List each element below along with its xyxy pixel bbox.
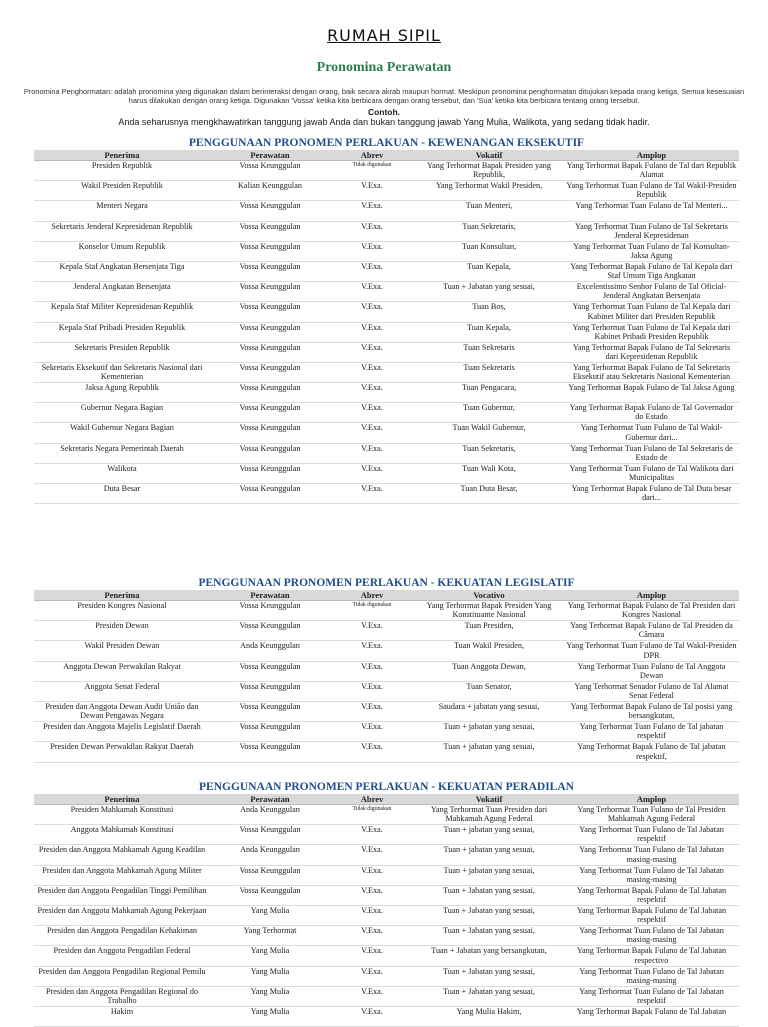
table-row — [34, 322, 739, 342]
envelope-cell: Yang Terhormat Tuan Fulano de Tal Jabatan masing-masing — [564, 926, 739, 946]
column-header-envelope: Amplop — [564, 590, 739, 601]
treatment-cell: Vossa Keunggulan — [210, 661, 330, 681]
envelope-cell: Yang Terhormat Bapak Fulano de Tal Sekretaris dari Kepresidenan Republik — [564, 342, 739, 362]
column-header-recipient: Penerima — [34, 590, 210, 601]
column-header-abbrev: Abrev — [330, 794, 414, 805]
treatment-cell: Vossa Keunggulan — [210, 342, 330, 362]
envelope-cell: Yang Terhormat Tuan Fulano de Tal Jabatan masing-masing — [564, 966, 739, 986]
column-header-treatment: Perawatan — [210, 150, 330, 161]
table-row — [34, 946, 739, 966]
table-header-row — [34, 590, 739, 601]
envelope-cell: Yang Terhormat Tuan Fulano de Tal Sekretaris Jenderal Kepresidenan — [564, 221, 739, 241]
abbrev-cell: V.Exa. — [330, 885, 414, 905]
recipient-cell: Anggota Mahkamah Konstitusi — [34, 825, 210, 845]
table-row — [34, 362, 739, 382]
vocative-cell: Tuan + Jabatan yang sesuai, — [414, 986, 564, 1006]
treatment-cell: Vossa Keunggulan — [210, 241, 330, 261]
column-header-abbrev: Abrev — [330, 150, 414, 161]
treatment-cell: Vossa Keunggulan — [210, 221, 330, 241]
vocative-cell: Yang Terhormat Bapak Presiden Yang Konstituante Nasional — [414, 601, 564, 621]
envelope-cell: Yang Terhormat Bapak Fulano de Tal jabatan respektif, — [564, 742, 739, 762]
table-row — [34, 885, 739, 905]
table-body — [34, 805, 739, 1027]
table-row — [34, 282, 739, 302]
table-row — [34, 423, 739, 443]
column-header-recipient: Penerima — [34, 150, 210, 161]
envelope-cell: Yang Terhormat Tuan Fulano de Tal Wakil-Presiden Republik — [564, 181, 739, 201]
table-row — [34, 181, 739, 201]
treatment-cell: Yang Terhormat — [210, 926, 330, 946]
vocative-cell: Tuan + Jabatan yang sesuai, — [414, 926, 564, 946]
abbrev-cell: V.Exa. — [330, 865, 414, 885]
vocative-cell: Tuan Gubernur, — [414, 403, 564, 423]
abbrev-cell: V.Exa. — [330, 742, 414, 762]
abbrev-cell: V.Exa. — [330, 681, 414, 701]
table-row — [34, 701, 739, 721]
vocative-cell: Tuan Wali Kota, — [414, 463, 564, 483]
column-header-envelope: Amplop — [564, 150, 739, 161]
column-header-treatment: Perawatan — [210, 794, 330, 805]
vocative-cell: Tuan Wakil Gubernur, — [414, 423, 564, 443]
column-header-treatment: Perawatan — [210, 590, 330, 601]
recipient-cell: Wakil Gubernur Negara Bagian — [34, 423, 210, 443]
abbrev-cell: V.Exa. — [330, 342, 414, 362]
table-row — [34, 601, 739, 621]
treatment-cell: Vossa Keunggulan — [210, 423, 330, 443]
envelope-cell: Yang Terhormat Tuan Fulano de Tal Kepala dari Kabinet Pribadi Presiden Republik — [564, 322, 739, 342]
envelope-cell: Yang Terhormat Tuan Fulano de Tal Konsultan-Jaksa Agung — [564, 241, 739, 261]
recipient-cell: Presiden dan Anggota Pengadilan Regional do Trabalho — [34, 986, 210, 1006]
recipient-cell: Walikota — [34, 463, 210, 483]
vocative-cell: Tuan Sekretaris, — [414, 221, 564, 241]
envelope-cell: Yang Terhormat Bapak Fulano de Tal Jabatan respektif — [564, 885, 739, 905]
table-row — [34, 621, 739, 641]
example-label: Contoh. — [367, 107, 401, 117]
table-row — [34, 742, 739, 762]
treatment-cell: Vossa Keunggulan — [210, 201, 330, 221]
treatment-cell: Vossa Keunggulan — [210, 443, 330, 463]
vocative-cell: Tuan Bos, — [414, 302, 564, 322]
envelope-cell: Yang Terhormat Bapak Fulano de Tal Duta besar dari... — [564, 484, 739, 504]
column-header-abbrev: Abrev — [330, 590, 414, 601]
abbrev-cell: V.Exa. — [330, 845, 414, 865]
recipient-cell: Hakim — [34, 1006, 210, 1026]
abbrev-cell: V.Exa. — [330, 946, 414, 966]
intro-paragraph: Pronomina Penghormatan: adalah pronomina yang digunakan dalam berinteraksi dengan orang, baik secara akrab maupun hormat. Meskipun pronomina penghormatan ditujukan kepada orang ketiga, Semua kesesuaian harus dilakukan dengan orang ketiga. Digunakan 'Vossa' ketika kita berbicara dengan orang tersebut, dan 'Sua' ketika kita berbicara tentang orang tersebut. — [23, 87, 745, 105]
recipient-cell: Presiden dan Anggota Pengadilan Regional Pemilu — [34, 966, 210, 986]
envelope-cell: Yang Terhormat Tuan Fulano de Tal Walikota dari Municipalitas — [564, 463, 739, 483]
abbrev-cell: V.Exa. — [330, 463, 414, 483]
vocative-cell: Tuan + Jabatan yang sesuai, — [414, 282, 564, 302]
recipient-cell: Presiden dan Anggota Majelis Legislatif Daerah — [34, 722, 210, 742]
envelope-cell: Yang Terhormat Bapak Fulano de Tal Governador do Estado — [564, 403, 739, 423]
treatment-cell: Vossa Keunggulan — [210, 865, 330, 885]
example-text: Anda seharusnya mengkhawatirkan tanggung jawab Anda dan bukan tanggung jawab Yang Mulia, Walikota, yang sedang tidak hadir. — [118, 117, 650, 127]
abbrev-cell: V.Exa. — [330, 362, 414, 382]
section-heading: PENGGUNAAN PRONOMEN PERLAKUAN - KEWENANGAN EKSEKUTIF — [188, 137, 585, 149]
abbrev-cell: V.Exa. — [330, 986, 414, 1006]
table-row — [34, 681, 739, 701]
abbrev-cell: V.Exa. — [330, 181, 414, 201]
table-row — [34, 463, 739, 483]
recipient-cell: Presiden dan Anggota Pengadilan Kehakiman — [34, 926, 210, 946]
vocative-cell: Tuan Anggota Dewan, — [414, 661, 564, 681]
abbrev-cell: V.Exa. — [330, 905, 414, 925]
vocative-cell: Tuan Menteri, — [414, 201, 564, 221]
envelope-cell: Yang Terhormat Tuan Fulano de Tal Menteri... — [564, 201, 739, 221]
recipient-cell: Konselor Umum Republik — [34, 241, 210, 261]
treatment-cell: Yang Mulia — [210, 986, 330, 1006]
abbrev-cell: V.Exa. — [330, 403, 414, 423]
treatment-cell: Yang Mulia — [210, 905, 330, 925]
recipient-cell: Sekretaris Eksekutif dan Sekretaris Nasional dari Kementerian — [34, 362, 210, 382]
treatment-cell: Anda Keunggulan — [210, 805, 330, 825]
recipient-cell: Wakil Presiden Dewan — [34, 641, 210, 661]
abbrev-cell: V.Exa. — [330, 641, 414, 661]
vocative-cell: Tuan Sekretaris — [414, 362, 564, 382]
treatment-cell: Vossa Keunggulan — [210, 885, 330, 905]
recipient-cell: Presiden dan Anggota Mahkamah Agung Pekerjaan — [34, 905, 210, 925]
section-judicial — [34, 780, 739, 1027]
section-executive — [34, 136, 739, 504]
vocative-cell: Tuan Sekretaris — [414, 342, 564, 362]
envelope-cell: Yang Terhormat Bapak Fulano de Tal posisi yang bersangkutan, — [564, 701, 739, 721]
table-row — [34, 641, 739, 661]
table-header-row — [34, 150, 739, 161]
envelope-cell: Yang Terhormat Bapak Fulano de Tal Sekretaris Eksekutif atau Sekretaris Nasional Kementerian — [564, 362, 739, 382]
treatment-cell: Yang Mulia — [210, 946, 330, 966]
treatment-cell: Vossa Keunggulan — [210, 282, 330, 302]
recipient-cell: Jaksa Agung Republik — [34, 383, 210, 403]
vocative-cell: Tuan Presiden, — [414, 621, 564, 641]
section-heading: PENGGUNAAN PRONOMEN PERLAKUAN - KEKUATAN LEGISLATIF — [198, 577, 575, 589]
column-header-vocative: Vocativo — [414, 590, 564, 601]
abbrev-cell: V.Exa. — [330, 1006, 414, 1026]
table-header-row — [34, 794, 739, 805]
recipient-cell: Sekretaris Jenderal Kepresidenan Republik — [34, 221, 210, 241]
envelope-cell: Yang Terhormat Bapak Fulano de Tal Jaksa Agung — [564, 383, 739, 403]
vocative-cell: Tuan Duta Besar, — [414, 484, 564, 504]
treatment-table — [34, 794, 739, 1027]
vocative-cell: Tuan + Jabatan yang bersangkutan, — [414, 946, 564, 966]
treatment-cell: Vossa Keunggulan — [210, 261, 330, 281]
recipient-cell: Anggota Senat Federal — [34, 681, 210, 701]
recipient-cell: Wakil Presiden Republik — [34, 181, 210, 201]
treatment-cell: Vossa Keunggulan — [210, 601, 330, 621]
vocative-cell: Tuan Kepala, — [414, 261, 564, 281]
abbrev-cell: V.Exa. — [330, 201, 414, 221]
envelope-cell: Yang Terhormat Bapak Fulano de Tal Jabatan respektif — [564, 905, 739, 925]
table-row — [34, 722, 739, 742]
recipient-cell: Presiden Dewan — [34, 621, 210, 641]
table-row — [34, 805, 739, 825]
treatment-cell: Vossa Keunggulan — [210, 403, 330, 423]
envelope-cell: Yang Terhormat Bapak Fulano de Tal Jabatan respectivo — [564, 946, 739, 966]
envelope-cell: Yang Terhormat Tuan Fulano de Tal Presiden Mahkamah Agung Federal — [564, 805, 739, 825]
table-row — [34, 865, 739, 885]
page-title: RUMAH SIPIL — [327, 26, 441, 45]
treatment-table — [34, 150, 739, 504]
recipient-cell: Presiden dan Anggota Pengadilan Federal — [34, 946, 210, 966]
table-row — [34, 966, 739, 986]
table-row — [34, 302, 739, 322]
treatment-cell: Vossa Keunggulan — [210, 302, 330, 322]
abbrev-cell: V.Exa. — [330, 661, 414, 681]
vocative-cell: Tuan Sekretaris, — [414, 443, 564, 463]
vocative-cell: Tuan Wakil Presiden, — [414, 641, 564, 661]
treatment-cell: Yang Mulia — [210, 1006, 330, 1026]
treatment-cell: Kalian Keunggulan — [210, 181, 330, 201]
vocative-cell: Tuan + Jabatan yang sesuai, — [414, 905, 564, 925]
envelope-cell: Yang Terhormat Bapak Fulano de Tal Jabatan — [564, 1006, 739, 1026]
treatment-cell: Vossa Keunggulan — [210, 621, 330, 641]
table-row — [34, 484, 739, 504]
table-row — [34, 986, 739, 1006]
column-header-vocative: Vokatif — [414, 150, 564, 161]
recipient-cell: Kepala Staf Pribadi Presiden Republik — [34, 322, 210, 342]
table-row — [34, 403, 739, 423]
treatment-cell: Anda Keunggulan — [210, 641, 330, 661]
envelope-cell: Yang Terhormat Bapak Fulano de Tal Presiden da Câmara — [564, 621, 739, 641]
envelope-cell: Yang Terhormat Bapak Fulano de Tal Kepala dari Staf Umum Tiga Angkatan — [564, 261, 739, 281]
table-row — [34, 845, 739, 865]
table-row — [34, 342, 739, 362]
treatment-cell: Vossa Keunggulan — [210, 322, 330, 342]
abbrev-cell: V.Exa. — [330, 261, 414, 281]
vocative-cell: Tuan + jabatan yang sesuai, — [414, 722, 564, 742]
recipient-cell: Presiden Mahkamah Konstitusi — [34, 805, 210, 825]
recipient-cell: Jenderal Angkatan Bersenjata — [34, 282, 210, 302]
vocative-cell: Tuan + Jabatan yang sesuai, — [414, 885, 564, 905]
vocative-cell: Tuan Senator, — [414, 681, 564, 701]
envelope-cell: Yang Terhormat Bapak Fulano de Tal Presiden dari Kongres Nasional — [564, 601, 739, 621]
abbrev-cell: Tidak digunakan — [330, 161, 414, 181]
treatment-cell: Vossa Keunggulan — [210, 161, 330, 181]
envelope-cell: Yang Terhormat Tuan Fulano de Tal Jabatan masing-masing — [564, 865, 739, 885]
envelope-cell: Yang Terhormat Tuan Fulano de Tal Sekretaris de Estado de — [564, 443, 739, 463]
table-row — [34, 661, 739, 681]
treatment-cell: Vossa Keunggulan — [210, 362, 330, 382]
section-legislative — [34, 576, 739, 763]
treatment-table — [34, 590, 739, 763]
recipient-cell: Presiden Republik — [34, 161, 210, 181]
recipient-cell: Presiden Dewan Perwakilan Rakyat Daerah — [34, 742, 210, 762]
recipient-cell: Menteri Negara — [34, 201, 210, 221]
vocative-cell: Yang Terhormat Wakil Presiden, — [414, 181, 564, 201]
treatment-cell: Vossa Keunggulan — [210, 825, 330, 845]
treatment-cell: Vossa Keunggulan — [210, 383, 330, 403]
table-row — [34, 905, 739, 925]
table-row — [34, 443, 739, 463]
section-heading: PENGGUNAAN PRONOMEN PERLAKUAN - KEKUATAN PERADILAN — [199, 781, 574, 793]
vocative-cell: Yang Terhormat Tuan Presiden dari Mahkamah Agung Federal — [414, 805, 564, 825]
vocative-cell: Tuan + jabatan yang sesuai, — [414, 845, 564, 865]
table-row — [34, 241, 739, 261]
recipient-cell: Kepala Staf Militer Kepresidenan Republik — [34, 302, 210, 322]
treatment-cell: Yang Mulia — [210, 966, 330, 986]
envelope-cell: Yang Terhormat Tuan Fulano de Tal Wakil-Presiden DPR — [564, 641, 739, 661]
vocative-cell: Yang Terhormat Bapak Presiden yang Republik, — [414, 161, 564, 181]
page-subtitle: Pronomina Perawatan — [316, 60, 452, 75]
abbrev-cell: Tidak digunakan — [330, 805, 414, 825]
abbrev-cell: V.Exa. — [330, 322, 414, 342]
recipient-cell: Presiden dan Anggota Pengadilan Tinggi Pemilihan — [34, 885, 210, 905]
recipient-cell: Kepala Staf Angkatan Bersenjata Tiga — [34, 261, 210, 281]
recipient-cell: Anggota Dewan Perwakilan Rakyat — [34, 661, 210, 681]
envelope-cell: Yang Terhormat Tuan Fulano de Tal Jabatan respektif — [564, 825, 739, 845]
abbrev-cell: V.Exa. — [330, 621, 414, 641]
table-row — [34, 383, 739, 403]
recipient-cell: Duta Besar — [34, 484, 210, 504]
vocative-cell: Yang Mulia Hakim, — [414, 1006, 564, 1026]
table-row — [34, 201, 739, 221]
treatment-cell: Anda Keunggulan — [210, 845, 330, 865]
abbrev-cell: V.Exa. — [330, 221, 414, 241]
table-row — [34, 926, 739, 946]
treatment-cell: Vossa Keunggulan — [210, 463, 330, 483]
vocative-cell: Saudara + jabatan yang sesuai, — [414, 701, 564, 721]
recipient-cell: Presiden dan Anggota Mahkamah Agung Militer — [34, 865, 210, 885]
envelope-cell: Yang Terhormat Bapak Fulano de Tal dari Republik Alamat — [564, 161, 739, 181]
abbrev-cell: V.Exa. — [330, 302, 414, 322]
envelope-cell: Yang Terhormat Tuan Fulano de Tal Anggota Dewan — [564, 661, 739, 681]
envelope-cell: Yang Terhormat Tuan Fulano de Tal Jabatan respektif — [564, 986, 739, 1006]
abbrev-cell: V.Exa. — [330, 241, 414, 261]
table-row — [34, 221, 739, 241]
envelope-cell: Yang Terhormat Tuan Fulano de Tal Wakil-Gubernur dari... — [564, 423, 739, 443]
column-header-vocative: Vokatif — [414, 794, 564, 805]
table-row — [34, 825, 739, 845]
abbrev-cell: V.Exa. — [330, 722, 414, 742]
treatment-cell: Vossa Keunggulan — [210, 742, 330, 762]
vocative-cell: Tuan Konsultan, — [414, 241, 564, 261]
vocative-cell: Tuan Pengacara, — [414, 383, 564, 403]
abbrev-cell: V.Exa. — [330, 926, 414, 946]
recipient-cell: Sekretaris Negara Pemerintah Daerah — [34, 443, 210, 463]
treatment-cell: Vossa Keunggulan — [210, 484, 330, 504]
envelope-cell: Yang Terhormat Tuan Fulano de Tal Kepala dari Kabinet Militer dari Presiden Republik — [564, 302, 739, 322]
table-row — [34, 261, 739, 281]
abbrev-cell: Tidak digunakan — [330, 601, 414, 621]
envelope-cell: Yang Terhormat Senador Fulano de Tal Alamat Senat Federal — [564, 681, 739, 701]
envelope-cell: Yang Terhormat Tuan Fulano de Tal Jabatan masing-masing — [564, 845, 739, 865]
table-row — [34, 161, 739, 181]
recipient-cell: Gubernur Negara Bagian — [34, 403, 210, 423]
abbrev-cell: V.Exa. — [330, 443, 414, 463]
vocative-cell: Tuan Kepala, — [414, 322, 564, 342]
abbrev-cell: V.Exa. — [330, 484, 414, 504]
abbrev-cell: V.Exa. — [330, 966, 414, 986]
treatment-cell: Vossa Keunggulan — [210, 681, 330, 701]
envelope-cell: Excelentissimo Senhor Fulano de Tal Oficial-Jenderal Angkatan Bersenjata — [564, 282, 739, 302]
recipient-cell: Presiden dan Anggota Dewan Audit União dan Dewan Pengawas Negara — [34, 701, 210, 721]
vocative-cell: Tuan + Jabatan yang sesuai, — [414, 966, 564, 986]
column-header-envelope: Amplop — [564, 794, 739, 805]
column-header-recipient: Penerima — [34, 794, 210, 805]
treatment-cell: Vossa Keunggulan — [210, 722, 330, 742]
abbrev-cell: V.Exa. — [330, 423, 414, 443]
recipient-cell: Presiden Kongres Nasional — [34, 601, 210, 621]
abbrev-cell: V.Exa. — [330, 383, 414, 403]
vocative-cell: Tuan + jabatan yang sesuai, — [414, 742, 564, 762]
abbrev-cell: V.Exa. — [330, 282, 414, 302]
envelope-cell: Yang Terhormat Tuan Fulano de Tal jabatan respektif — [564, 722, 739, 742]
vocative-cell: Tuan + jabatan yang sesuai, — [414, 825, 564, 845]
vocative-cell: Tuan + jabatan yang sesuai, — [414, 865, 564, 885]
table-body — [34, 161, 739, 504]
abbrev-cell: V.Exa. — [330, 825, 414, 845]
recipient-cell: Presiden dan Anggota Mahkamah Agung Keadilan — [34, 845, 210, 865]
recipient-cell: Sekretaris Presiden Republik — [34, 342, 210, 362]
table-body — [34, 601, 739, 763]
treatment-cell: Vossa Keunggulan — [210, 701, 330, 721]
abbrev-cell: V.Exa. — [330, 701, 414, 721]
